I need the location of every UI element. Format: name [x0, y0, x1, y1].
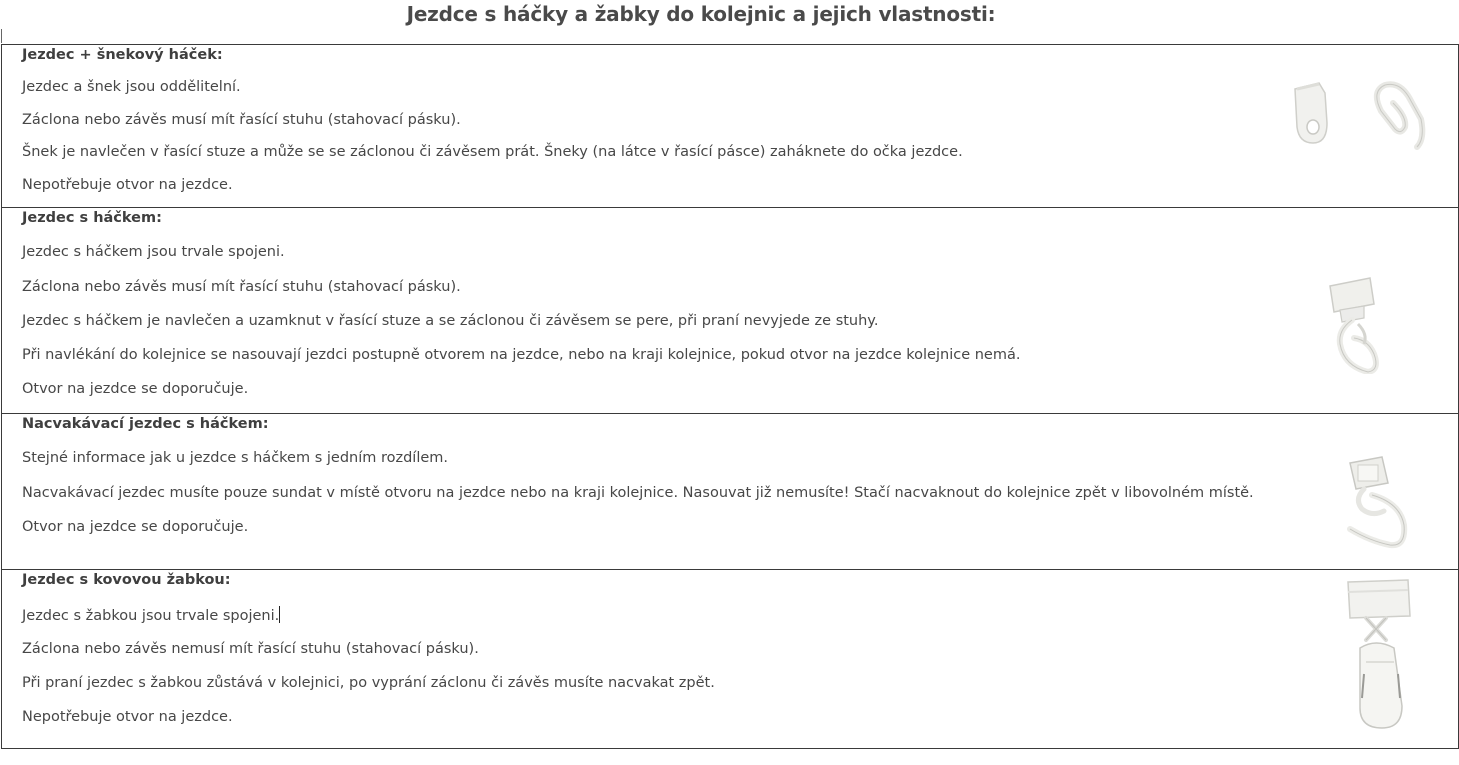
row-text: Šnek je navlečen v řasící stuze a může se se záclonou či závěsem prát. Šneky (na látce v řasící pásce) zaháknete do očka jezdce. — [22, 144, 963, 160]
row-text: Jezdec s háčkem jsou trvale spojeni. — [22, 244, 285, 260]
row-text: Otvor na jezdce se doporučuje. — [22, 381, 249, 397]
table-row — [2, 414, 1458, 570]
table-row — [2, 208, 1458, 414]
sliders-table — [1, 44, 1459, 749]
row-text-value: Jezdec s žabkou jsou trvale spojeni. — [22, 608, 280, 624]
snap-on-slider-hook-image — [1342, 455, 1422, 553]
row-heading: Jezdec s kovovou žabkou: — [22, 572, 231, 588]
row-text: Nacvakávací jezdec musíte pouze sundat v místě otvoru na jezdce nebo na kraji kolejnice. Nasouvat již nemusíte! Stačí nacvaknout do kolejnice zpět v libovolném místě. — [22, 485, 1254, 501]
row-text: Jezdec s háčkem je navlečen a uzamknut v řasící stuze a se záclonou či závěsem se pere, při praní nevyjede ze stuhy. — [22, 313, 879, 329]
text-caret — [279, 606, 280, 623]
slider-hook-image — [1324, 274, 1404, 374]
row-text — [22, 606, 280, 624]
row-text: Stejné informace jak u jezdce s háčkem s jedním rozdílem. — [22, 450, 449, 466]
row-text: Nepotřebuje otvor na jezdce. — [22, 709, 233, 725]
row-text: Záclona nebo závěs musí mít řasící stuhu (stahovací pásku). — [22, 112, 461, 128]
row-text: Při navlékání do kolejnice se nasouvají jezdci postupně otvorem na jezdce, nebo na kraji kolejnice, pokud otvor na jezdce kolejnice nemá. — [22, 347, 1021, 363]
row-text: Jezdec a šnek jsou oddělitelní. — [22, 79, 241, 95]
left-margin-marker — [1, 29, 2, 43]
row-text: Otvor na jezdce se doporučuje. — [22, 519, 249, 535]
row-heading: Jezdec + šnekový háček: — [22, 47, 223, 63]
row-text: Při praní jezdec s žabkou zůstává v kolejnici, po vyprání záclonu či závěs musíte nacvakat zpět. — [22, 675, 715, 691]
row-heading: Jezdec s háčkem: — [22, 210, 162, 226]
row-text: Nepotřebuje otvor na jezdce. — [22, 177, 233, 193]
row-heading: Nacvakávací jezdec s háčkem: — [22, 416, 269, 432]
table-row — [2, 570, 1458, 748]
page-title: Jezdce s háčky a žabky do kolejnic a jejich vlastnosti: — [406, 2, 996, 26]
slider-snail-hook-image — [1289, 79, 1429, 155]
row-text: Záclona nebo závěs musí mít řasící stuhu (stahovací pásku). — [22, 279, 461, 295]
row-text: Záclona nebo závěs nemusí mít řasící stuhu (stahovací pásku). — [22, 641, 479, 657]
slider-metal-clip-image — [1342, 578, 1418, 738]
table-row — [2, 45, 1458, 208]
